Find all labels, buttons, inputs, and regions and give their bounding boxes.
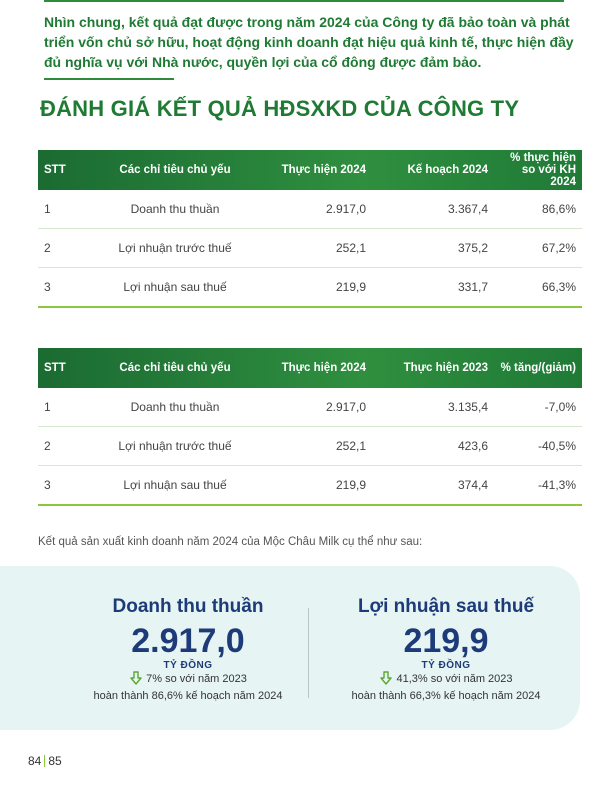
cell-stt: 3 xyxy=(38,268,94,308)
summary-intro: Kết quả sản xuất kinh doanh năm 2024 của Mộc Châu Milk cụ thể như sau: xyxy=(38,536,423,548)
page-separator xyxy=(44,755,45,767)
cell-change: -40,5% xyxy=(494,427,582,466)
cell-pct: 86,6% xyxy=(494,190,582,229)
cell-stt: 1 xyxy=(38,388,94,427)
col-header-indicator: Các chỉ tiêu chủ yếu xyxy=(119,362,231,374)
highlight-unit: TỶ ĐỒNG xyxy=(163,660,213,671)
highlight-title: Doanh thu thuần xyxy=(112,596,264,617)
cell-actual-2024: 2.917,0 xyxy=(256,190,372,229)
highlight-change: 7% so với năm 2023 xyxy=(146,673,247,685)
table-row xyxy=(38,190,582,229)
cell-stt: 2 xyxy=(38,229,94,268)
col-header-actual-2024: Thực hiện 2024 xyxy=(281,362,366,374)
highlight-change-line xyxy=(316,671,576,689)
cell-actual-2024: 2.917,0 xyxy=(256,388,372,427)
cell-plan-2024: 3.367,4 xyxy=(372,190,494,229)
cell-indicator: Doanh thu thuần xyxy=(94,388,256,427)
table-row xyxy=(38,229,582,268)
col-header-indicator: Các chỉ tiêu chủ yếu xyxy=(119,164,231,176)
cell-actual-2023: 3.135,4 xyxy=(372,388,494,427)
table-header-row xyxy=(38,348,582,388)
cell-pct: 67,2% xyxy=(494,229,582,268)
cell-pct: 66,3% xyxy=(494,268,582,308)
cell-change: -7,0% xyxy=(494,388,582,427)
cell-plan-2024: 375,2 xyxy=(372,229,494,268)
cell-indicator: Lợi nhuận sau thuế xyxy=(94,466,256,506)
page-number-right: 85 xyxy=(48,754,62,768)
cell-actual-2024: 219,9 xyxy=(256,466,372,506)
intro-paragraph: Nhìn chung, kết quả đạt được trong năm 2024 của Công ty đã bảo toàn và phát triển vốn chủ sở hữu, hoạt động kinh doanh đạt hiệu quả kinh tế, thực hiện đầy đủ nghĩa vụ với Nhà nước, quyền lợi của cổ đông được đảm bảo. xyxy=(44,14,574,70)
page-numbers xyxy=(28,754,62,768)
col-header-change: % tăng/(giảm) xyxy=(500,362,576,374)
year-comparison-table xyxy=(38,348,582,506)
cell-indicator: Lợi nhuận trước thuế xyxy=(94,427,256,466)
highlight-divider xyxy=(308,608,309,698)
highlights-panel xyxy=(0,566,580,730)
down-arrow-icon xyxy=(379,671,393,689)
cell-actual-2024: 219,9 xyxy=(256,268,372,308)
highlight-plan: hoàn thành 86,6% kế hoạch năm 2024 xyxy=(93,690,283,702)
cell-plan-2024: 331,7 xyxy=(372,268,494,308)
highlight-unit: TỶ ĐỒNG xyxy=(421,660,471,671)
table-header-row xyxy=(38,150,582,190)
highlight-value: 219,9 xyxy=(403,622,489,660)
col-header-pct-plan: % thực hiện so với KH 2024 xyxy=(510,152,576,188)
cell-change: -41,3% xyxy=(494,466,582,506)
cell-indicator: Lợi nhuận trước thuế xyxy=(94,229,256,268)
cell-indicator: Doanh thu thuần xyxy=(94,190,256,229)
highlight-title: Lợi nhuận sau thuế xyxy=(357,596,535,617)
section-title: ĐÁNH GIÁ KẾT QUẢ HĐSXKD CỦA CÔNG TY xyxy=(40,96,520,121)
cell-actual-2024: 252,1 xyxy=(256,427,372,466)
table-row xyxy=(38,427,582,466)
down-arrow-icon xyxy=(129,671,143,689)
highlight-value: 2.917,0 xyxy=(131,622,245,660)
page-number-left: 84 xyxy=(28,754,42,768)
col-header-actual-2023: Thực hiện 2023 xyxy=(403,362,488,374)
table-row xyxy=(38,466,582,506)
highlight-plan: hoàn thành 66,3% kế hoạch năm 2024 xyxy=(351,690,541,702)
highlight-change: 41,3% so với năm 2023 xyxy=(396,673,513,685)
table-row xyxy=(38,268,582,308)
cell-actual-2024: 252,1 xyxy=(256,229,372,268)
col-header-stt: STT xyxy=(44,164,66,176)
cell-stt: 2 xyxy=(38,427,94,466)
col-header-actual-2024: Thực hiện 2024 xyxy=(281,164,366,176)
cell-indicator: Lợi nhuận sau thuế xyxy=(94,268,256,308)
col-header-stt: STT xyxy=(44,362,66,374)
highlight-change-line xyxy=(58,671,318,689)
cell-stt: 1 xyxy=(38,190,94,229)
revenue-highlight xyxy=(58,566,318,703)
cell-actual-2023: 423,6 xyxy=(372,427,494,466)
profit-highlight xyxy=(316,566,576,703)
cell-actual-2023: 374,4 xyxy=(372,466,494,506)
col-header-plan-2024: Kế hoạch 2024 xyxy=(407,164,488,176)
plan-comparison-table xyxy=(38,150,582,308)
table-row xyxy=(38,388,582,427)
cell-stt: 3 xyxy=(38,466,94,506)
intro-rule xyxy=(44,78,174,80)
top-rule xyxy=(44,0,564,2)
